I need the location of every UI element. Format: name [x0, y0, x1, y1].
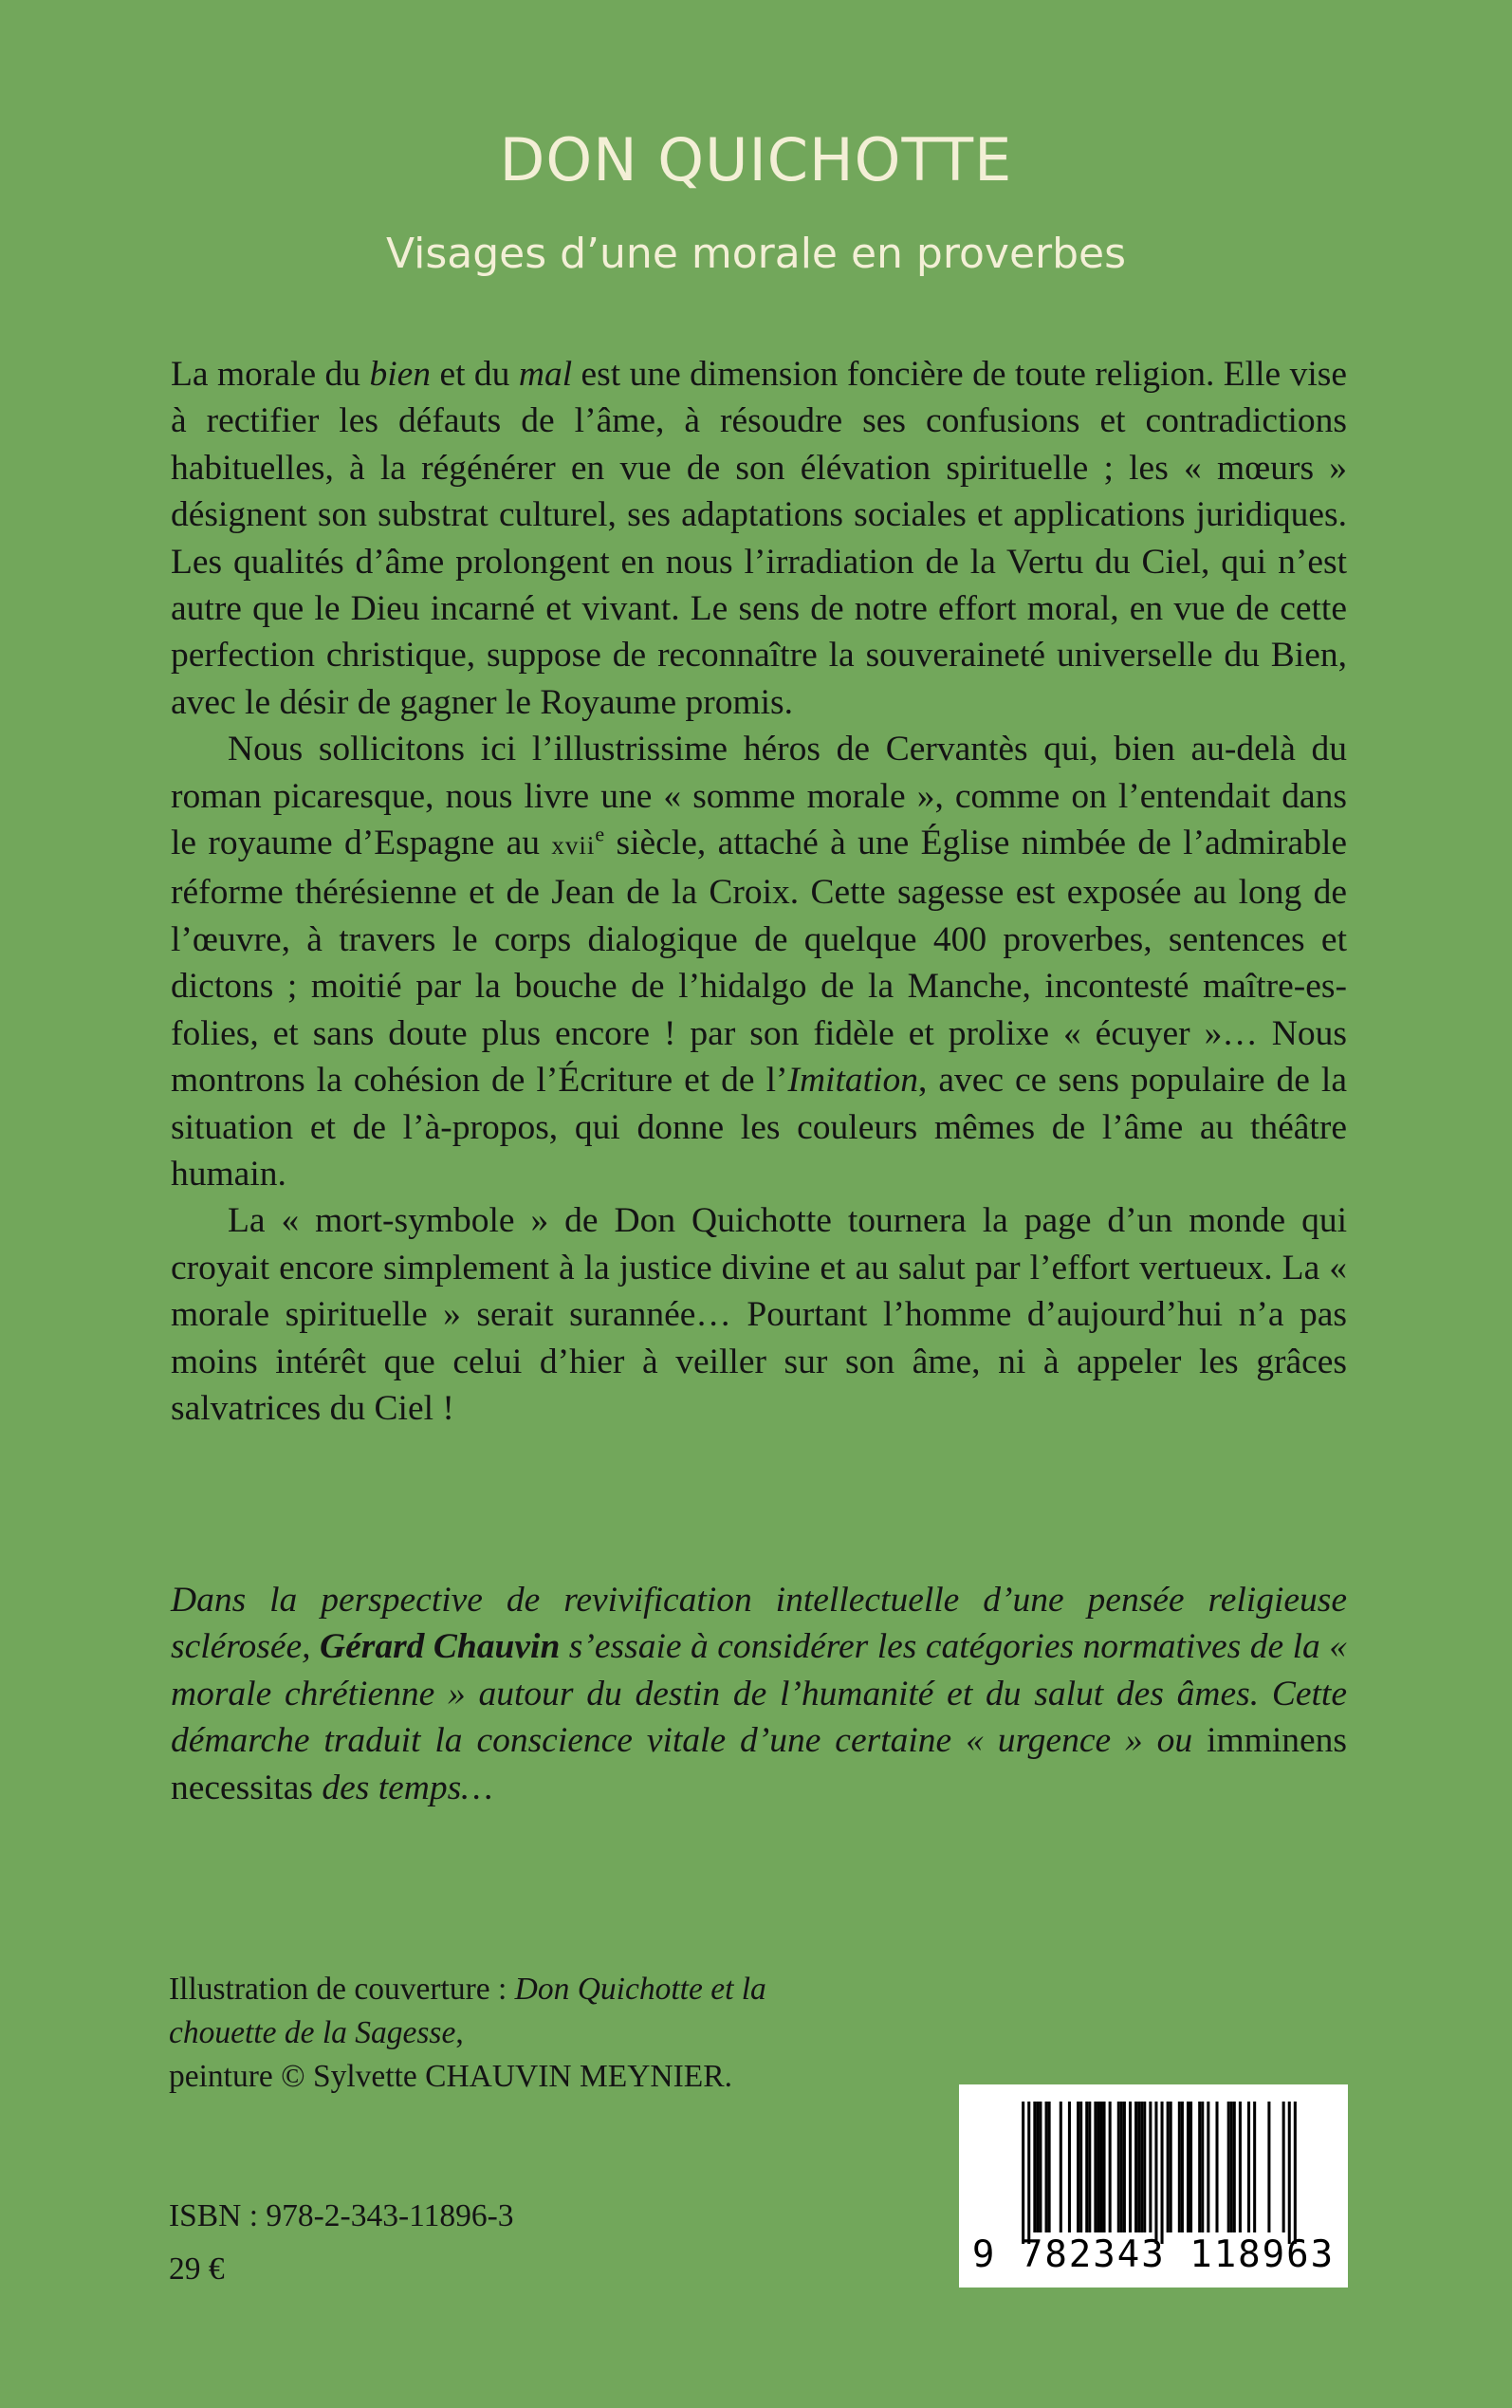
author-note	[171, 1577, 1347, 1811]
barcode-bar	[1068, 2102, 1071, 2232]
text-run: Nous sollicitons ici l’illustrissime héros de Cervantès qui, bien au-delà du roman picaresque, nous livre une « somme morale », comme on l’entendait dans le royaume d’Espagne au	[171, 730, 1347, 863]
barcode-bar	[1161, 2102, 1164, 2244]
barcode-bar	[1294, 2102, 1297, 2244]
barcode-bar	[1149, 2102, 1152, 2232]
barcode-bar	[1227, 2102, 1230, 2232]
barcode-bar	[1045, 2102, 1048, 2232]
blurb-paragraph-1	[171, 351, 1347, 726]
barcode-bar	[1099, 2102, 1102, 2232]
barcode-bar	[1039, 2102, 1042, 2232]
barcode-bar	[1103, 2102, 1106, 2232]
isbn: ISBN : 978-2-343-11896-3	[169, 2198, 514, 2233]
text-run: est une dimension foncière de toute religion. Elle vise à rectifier les défauts de l’âme, à résoudre ses confusions et contradictions habituelles, à la régénérer en vue de son élévation spirituelle ; les « mœurs » désignent son substrat culturel, ses adaptations sociales et applications juridiques. Les qualités d’âme prolongent en nous l’irradiation de la Vertu du Ciel, qui n’est autre que le Dieu incarné et vivant. Le sens de notre effort moral, en vue de cette perfection christique, suppose de reconnaître la souveraineté universelle du Bien, avec le désir de gagner le Royaume promis.	[171, 355, 1347, 722]
barcode-bar	[1230, 2102, 1233, 2232]
barcode-bar	[1239, 2102, 1242, 2232]
barcode-bar	[1181, 2102, 1184, 2232]
barcode-bar	[1134, 2102, 1137, 2232]
text-run: des temps…	[322, 1768, 493, 1807]
blurb-paragraph-3: La « mort-symbole » de Don Quichotte tournera la page d’un monde qui croyait encore simplement à la justice divine et au salut par l’effort vertueux. La « morale spirituelle » serait surannée… Pourtant l’homme d’aujourd’hui n’a pas moins intérêt que celui d’hier à veiller sur son âme, ni à appeler les grâces salvatrices du Ciel !	[171, 1201, 1347, 1428]
barcode-bar	[1123, 2102, 1126, 2232]
barcode-bar	[1079, 2102, 1082, 2232]
text-run: ,	[455, 2015, 464, 2050]
barcode-bar	[1060, 2102, 1062, 2232]
blurb	[171, 351, 1347, 1432]
barcode-bar	[1140, 2102, 1143, 2232]
century-superscript: e	[595, 822, 605, 846]
barcode-bar	[1085, 2102, 1088, 2232]
barcode-bar	[1201, 2102, 1204, 2232]
barcode-digits: 9 782343 118963	[971, 2233, 1336, 2276]
barcode-bar	[1167, 2102, 1170, 2232]
barcode-bar	[1267, 2102, 1270, 2232]
text-run: siècle, attaché à une Église nimbée de l’admirable réforme thérésienne et de Jean de la Croix. Cette sagesse est exposée au long de l’œuvre, à travers le corps dialogique de quelque 400 proverbes, sentences et dictons ; moitié par la bouche de l’hidalgo de la Manche, incontesté maître-es-folies, et sans doute plus encore ! par son fidèle et prolixe « écuyer »… Nous montrons la cohésion de l’Écriture et de l’	[171, 824, 1348, 1101]
artwork-title: chouette de la Sagesse	[169, 2015, 456, 2050]
price: 29 €	[169, 2251, 225, 2287]
barcode	[959, 2084, 1348, 2288]
barcode-bar	[1097, 2102, 1099, 2232]
barcode-bar	[1253, 2102, 1256, 2232]
text-run: Dans la perspective de revivification intellectuelle d’une pensée religieuse sclérosée,	[171, 1581, 1347, 1667]
barcode-bar	[1088, 2102, 1091, 2232]
barcode-bar	[1187, 2102, 1189, 2232]
credits-line-1	[169, 1968, 928, 2011]
barcode-bar	[1109, 2102, 1112, 2232]
barcode-bar	[1129, 2102, 1132, 2232]
barcode-bar	[1117, 2102, 1120, 2232]
text-run: et du	[431, 355, 519, 394]
credits-line-3: peinture © Sylvette CHAUVIN MEYNIER.	[169, 2059, 732, 2094]
barcode-bar	[1048, 2102, 1051, 2232]
barcode-bar	[1178, 2102, 1181, 2232]
barcode-bar	[1143, 2102, 1146, 2232]
barcode-bar	[1120, 2102, 1123, 2232]
barcode-bar	[1022, 2102, 1024, 2244]
barcode-bar	[1247, 2102, 1250, 2232]
barcode-bar	[1036, 2102, 1039, 2232]
barcode-bar	[1189, 2102, 1192, 2232]
barcode-bar	[1094, 2102, 1097, 2232]
barcode-bar	[1198, 2102, 1201, 2232]
author-name: Gérard Chauvin	[320, 1627, 561, 1667]
artwork-title: Don Quichotte et la	[514, 1972, 766, 2007]
barcode-bar	[1207, 2102, 1209, 2232]
latin-phrase: imminens necessitas	[171, 1721, 1347, 1807]
barcode-bar	[1215, 2102, 1218, 2232]
century-numeral: xvii	[551, 831, 596, 861]
book-title: DON QUICHOTTE	[499, 125, 1013, 194]
barcode-bar	[1288, 2102, 1291, 2244]
barcode-bar	[1033, 2102, 1036, 2232]
barcode-bar	[1027, 2102, 1030, 2244]
barcode-bar	[1154, 2102, 1157, 2244]
text-run: La morale du	[171, 355, 370, 394]
emphasis-mal: mal	[518, 355, 573, 394]
text-run: s’essaie à considérer les catégories normatives de la « morale chrétienne » autour du destin de l’humanité et du salut des âmes. Cette démarche traduit la conscience vitale d’une certaine « urgence »	[171, 1627, 1347, 1761]
credits-line-2	[169, 2011, 928, 2055]
text-run: ou	[1156, 1721, 1193, 1761]
barcode-bar	[1077, 2102, 1079, 2232]
blurb-paragraph-2	[171, 726, 1347, 1197]
barcode-bar	[1233, 2102, 1236, 2232]
emphasis-bien: bien	[369, 355, 432, 394]
illustration-credits	[169, 1968, 928, 2099]
barcode-bar	[1137, 2102, 1140, 2232]
book-subtitle: Visages d’une morale en proverbes	[385, 230, 1127, 278]
barcode-bar	[1282, 2102, 1285, 2232]
barcode-bar	[1170, 2102, 1172, 2232]
emphasis-imitation: Imitation	[787, 1061, 918, 1101]
text-run: , avec ce sens populaire de la situation et de l’à-propos, qui donne les couleurs mêmes de l’âme au théâtre humain.	[171, 1061, 1347, 1194]
credits-label: Illustration de couverture :	[169, 1972, 515, 2007]
